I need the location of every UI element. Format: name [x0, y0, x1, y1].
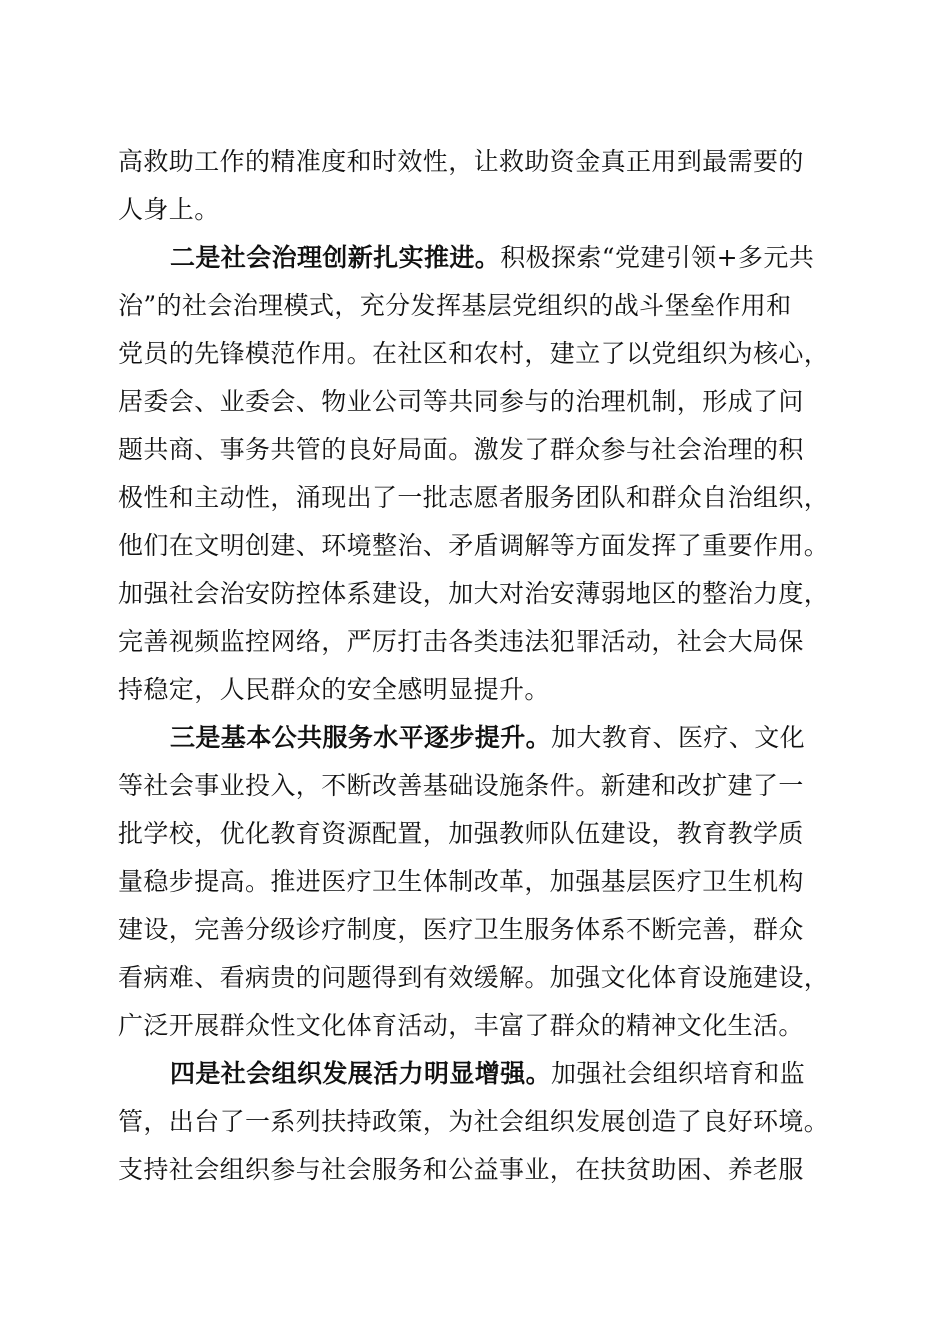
text-line: 高救助工作的精准度和时效性，让救助资金真正用到最需要的: [118, 147, 804, 176]
text-line: 党员的先锋模范作用。在社区和农村，建立了以党组织为核心，: [118, 339, 830, 368]
text-span: 加大教育、医疗、文化: [551, 723, 806, 752]
text-line: 支持社会组织参与社会服务和公益事业，在扶贫助困、养老服: [118, 1155, 804, 1184]
text-span: 积极探索“党建引领+多元共: [500, 243, 815, 272]
text-line: 人身上。: [118, 195, 220, 224]
paragraph-heading: 四是社会组织发展活力明显增强。: [170, 1059, 552, 1088]
text-line: 极性和主动性，涌现出了一批志愿者服务团队和群众自治组织，: [118, 483, 830, 512]
text-line: 完善视频监控网络，严厉打击各类违法犯罪活动，社会大局保: [118, 627, 804, 656]
text-span: 加强社会组织培育和监: [551, 1059, 806, 1088]
text-line: 题共商、事务共管的良好局面。激发了群众参与社会治理的积: [118, 435, 804, 464]
text-line: 量稳步提高。推进医疗卫生体制改革，加强基层医疗卫生机构: [118, 867, 804, 896]
text-line: 加强社会治安防控体系建设，加大对治安薄弱地区的整治力度，: [118, 579, 830, 608]
text-line: 居委会、业委会、物业公司等共同参与的治理机制，形成了问: [118, 387, 804, 416]
paragraph-start-line: [170, 721, 848, 755]
paragraph-heading: 三是基本公共服务水平逐步提升。: [170, 723, 552, 752]
text-line: 持稳定，人民群众的安全感明显提升。: [118, 675, 550, 704]
text-line: 他们在文明创建、环境整治、矛盾调解等方面发挥了重要作用。: [118, 531, 830, 560]
text-line: 广泛开展群众性文化体育活动，丰富了群众的精神文化生活。: [118, 1011, 804, 1040]
text-line: 管，出台了一系列扶持政策，为社会组织发展创造了良好环境。: [118, 1107, 830, 1136]
text-line: 等社会事业投入，不断改善基础设施条件。新建和改扩建了一: [118, 771, 804, 800]
text-line: 建设，完善分级诊疗制度，医疗卫生服务体系不断完善，群众: [118, 915, 804, 944]
paragraph-heading: 二是社会治理创新扎实推进。: [170, 243, 501, 272]
paragraph-start-line: [170, 1057, 848, 1091]
text-line: 看病难、看病贵的问题得到有效缓解。加强文化体育设施建设，: [118, 963, 830, 992]
text-line: 批学校，优化教育资源配置，加强教师队伍建设，教育教学质: [118, 819, 804, 848]
paragraph-start-line: [170, 241, 848, 275]
text-line: 治”的社会治理模式，充分发挥基层党组织的战斗堡垒作用和: [118, 291, 792, 320]
